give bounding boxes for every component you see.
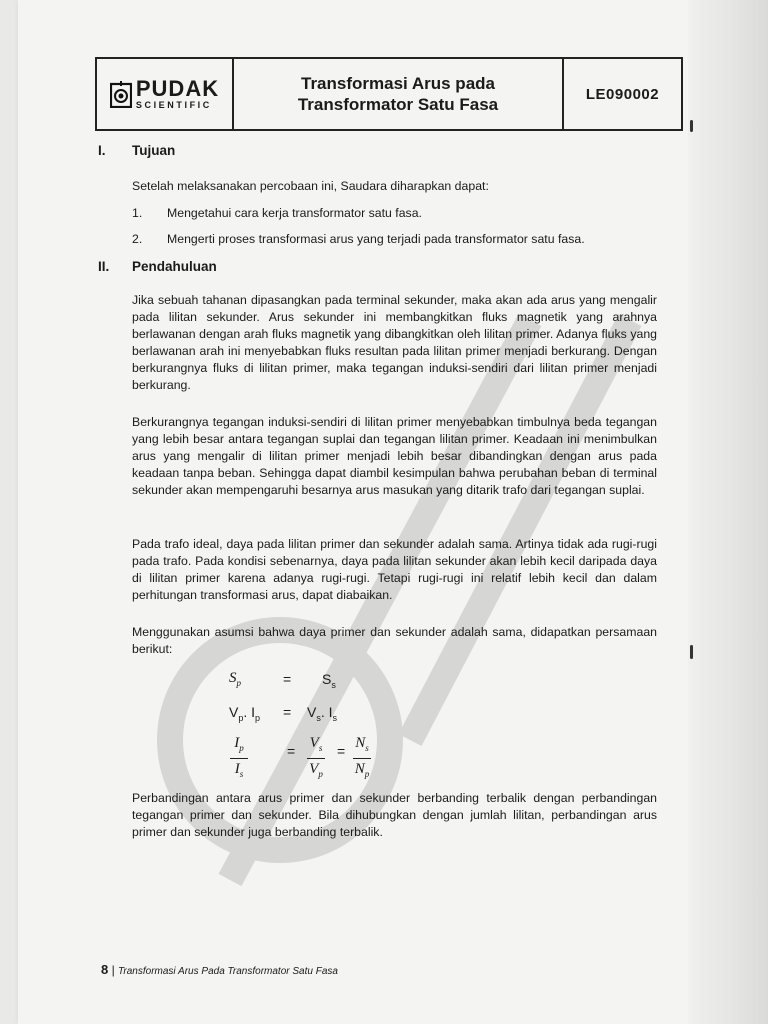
edge-mark [690, 645, 693, 659]
fraction-vs-vp: $V_s$ $V_p$ [307, 734, 325, 783]
fraction-ns-np: $N_s$ $N_p$ [354, 735, 370, 779]
page-footer [101, 961, 338, 980]
paragraph-5: Perbandingan antara arus primer dan sekunder berbanding terbalik dengan perbandingan tegangan primer dan sekunder. Bila dihubungkan dengan jumlah lilitan, perbandingan arus primer dan sekunder juga berbanding terbalik. [132, 791, 657, 839]
eq1-equals: = [283, 671, 292, 687]
section-2-number: II. [98, 259, 110, 274]
paragraph-4: Menggunakan asumsi bahwa daya primer dan sekunder adalah sama, didapatkan persamaan berikut: [132, 625, 657, 656]
list-item-text: Mengerti proses transformasi arus yang terjadi pada transformator satu fasa. [167, 232, 585, 246]
doc-title-line-2: Transformator Satu Fasa [297, 95, 499, 114]
eq1-left: $S_p$ [229, 670, 241, 688]
doc-code: LE090002 [585, 85, 660, 103]
footer-separator: | [111, 963, 115, 977]
fraction-ip-is: $I_p$ $I_s$ [230, 734, 248, 783]
logo-name: PUDAK [135, 76, 220, 101]
logo-subtitle: SCIENTIFIC [135, 100, 212, 110]
list-item-text: Mengetahui cara kerja transformator satu fasa. [167, 206, 422, 220]
doc-title-line-1: Transformasi Arus pada [301, 74, 495, 93]
section-1-intro: Setelah melaksanakan percobaan ini, Saudara diharapkan dapat: [132, 179, 489, 193]
eq2-equals: = [283, 704, 292, 720]
eq2-left: $V_p$. $I_p$ [229, 704, 261, 723]
paragraph-3: Pada trafo ideal, daya pada lilitan primer dan sekunder adalah sama. Artinya tidak ada rugi-rugi pada trafo. Pada kondisi sebenarnya, daya pada lilitan sekunder akan lebih kecil daripada daya di lilitan primer karena adanya rugi-rugi. Tetapi rugi-rugi ini relatif lebih kecil dan dalam perhitungan transformasi arus, dapat diabaikan. [132, 537, 657, 602]
eq1-right: $S_s$ [322, 671, 336, 690]
paragraph-1: Jika sebuah tahanan dipasangkan pada terminal sekunder, maka akan ada arus yang mengalir pada lilitan sekunder. Arus sekunder ini membangkitkan fluks magnetik yang arahnya berlawanan dengan arah fluks magnetik yang dibangkitkan oleh lilitan primer. Adanya fluks yang berlawanan arah ini menyebabkan fluks resultan pada lilitan primer menjadi berkurang. Dengan berkurangnya fluks di lilitan primer, maka tegangan induksi-sendiri dari lilitan primer menjadi berkurang. [132, 293, 657, 392]
section-1-number: I. [98, 143, 106, 158]
section-1-title: Tujuan [132, 143, 176, 158]
eq3-equals-2: = [337, 743, 346, 759]
eq3-equals-1: = [287, 743, 296, 759]
footer-title: Transformasi Arus Pada Transformator Satu Fasa [118, 966, 338, 977]
list-item-number: 1. [132, 206, 143, 220]
page-number: 8 [101, 962, 109, 977]
section-2-title: Pendahuluan [132, 259, 217, 274]
eq2-right: $V_s$. $I_s$ [307, 704, 338, 723]
edge-mark [690, 120, 693, 132]
list-item-number: 2. [132, 232, 143, 246]
paragraph-2: Berkurangnya tegangan induksi-sendiri di lilitan primer menyebabkan timbulnya beda tegangan yang lebih besar antara tegangan suplai dan tegangan lilitan primer. Keadaan ini menimbulkan arus yang mengalir di lilitan primer menjadi lebih besar dibandingkan dengan arus pada keadaan tanpa beban. Sehingga dapat diambil kesimpulan bahwa perubahan beban di terminal sekunder akan mempengaruhi besarnya arus masukan yang ditarik trafo dari tegangan suplai. [132, 415, 657, 497]
